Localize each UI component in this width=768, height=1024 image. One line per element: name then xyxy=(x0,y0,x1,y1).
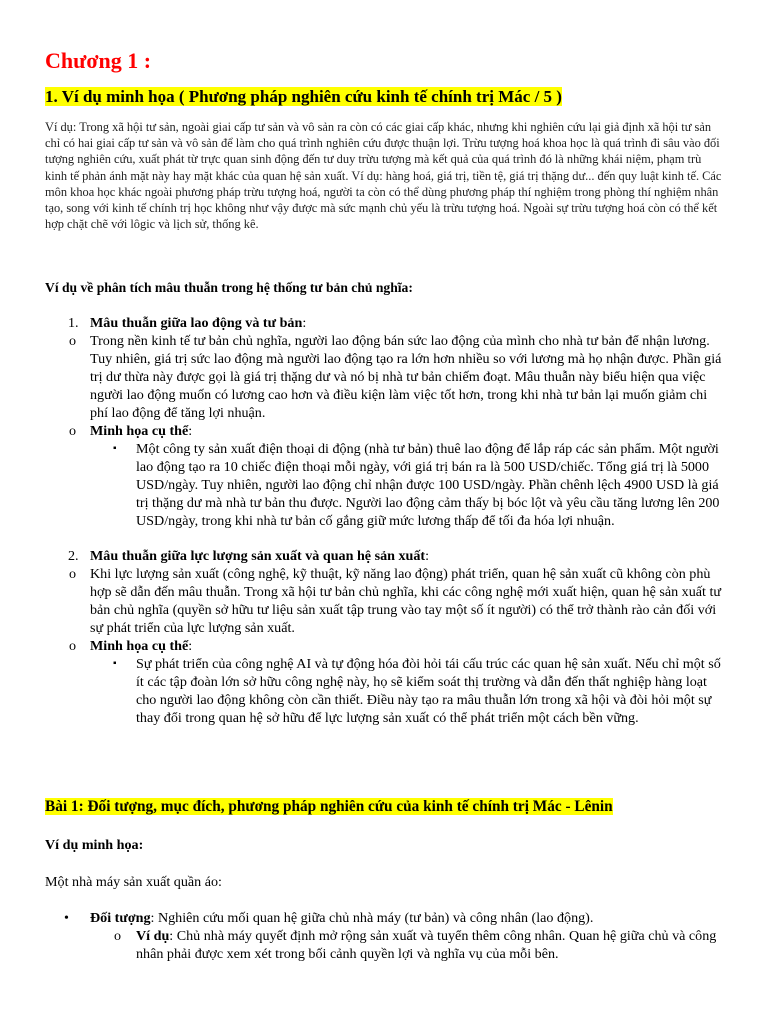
bullet-body: : Nghiên cứu mối quan hệ giữa chủ nhà máy (tư bản) và công nhân (lao động). xyxy=(150,910,594,926)
item-title xyxy=(90,314,306,332)
bullet-label: Đối tượng xyxy=(90,910,151,926)
chapter-title: Chương 1 : xyxy=(45,48,152,73)
intro-paragraph: Ví dụ: Trong xã hội tư sản, ngoài giai cấp tư sản và vô sản ra còn có các giai cấp khác, nhưng khi nghiên cứu lại giả định xã hội tư sản chỉ có hai giai cấp tư sản và vô sản để làm cho quá trình nghiên cứu được thuận lợi. Trừu tượng hoá khoa học là quá trình đi sâu vào đối tượng nghiên cứu, xuất phát từ trực quan sinh động đến tư duy trừu tượng mà kết quả của quá trình đó là những khái niệm, phạm trù kinh tế phản ánh mặt này hay mặt khác của quan hệ sản xuất. Ví dụ: hàng hoá, giá trị, tiền tệ, giá trị thặng dư... đến quy luật kinh tế. Các môn khoa học khác ngoài phương pháp trừu tượng hoá, người ta còn có thể dùng phương pháp thí nghiệm trong phòng thí nghiệm nhân tạo, song với kinh tế chính trị học không như vậy được mà sức mạnh chủ yếu là trừu tượng hoá. Ngoài sự trừu tượng hoá còn có thể kết hợp chặt chẽ với lôgic và lịch sử, thống kê. xyxy=(45,120,722,232)
example-text: Sự phát triển của công nghệ AI và tự động hóa đòi hỏi tái cấu trúc các quan hệ sản xuất. Nếu chỉ một số ít các tập đoàn lớn sở hữu công nghệ này, họ sẽ kiểm soát thị trường và dẫn đến thất nghiệp hàng loạt cho người lao động không còn cần thiết. Điều này tạo ra mâu thuẫn lớn trong xã hội và đòi hỏi một sự thay đổi trong quan hệ sở hữu để lực lượng sản xuất có thể phát triển một cách bền vững. xyxy=(136,656,721,726)
description-text: Khi lực lượng sản xuất (công nghệ, kỹ thuật, kỹ năng lao động) phát triển, quan hệ sản xuất cũ không còn phù hợp sẽ dẫn đến mâu thuẫn. Trong xã hội tư bản chủ nghĩa, khi các công nghệ mới xuất hiện, quan hệ sản xuất tư bản chủ nghĩa (quyền sở hữu tư liệu sản xuất tập trung vào tay một số ít người) có thể trở thành rào cản đối với sự phát triển của lực lượng sản xuất. xyxy=(90,566,721,636)
example-heading: Ví dụ minh họa: xyxy=(45,837,144,853)
example-text: Một công ty sản xuất điện thoại di động (nhà tư bản) thuê lao động để lắp ráp các sản phẩm. Một người lao động tạo ra 10 chiếc điện thoại mỗi ngày, với giá trị bán ra là 500 USD/chiếc. Tổng giá trị là 5000 USD/ngày. Tuy nhiên, người lao động chỉ nhận được 100 USD/ngày. Phần chênh lệch 4900 USD là giá trị thặng dư mà nhà tư bản thu được. Người lao động cảm thấy bị bóc lột và yêu cầu tăng lương lên 200 USD/ngày, trong khi nhà tư bản cố gắng giữ mức lương thấp để tối đa hóa lợi nhuận. xyxy=(136,441,720,529)
round-bullet-icon: • xyxy=(64,910,69,926)
item-1-example xyxy=(113,440,725,548)
sub-bullet-text xyxy=(136,927,725,963)
circle-bullet-icon: o xyxy=(114,928,122,944)
item-2-example xyxy=(113,655,725,745)
circle-bullet-icon: o xyxy=(69,423,77,439)
item-title-text: Mâu thuẫn giữa lao động và tư bản xyxy=(90,315,303,331)
example-label-colon: : xyxy=(188,423,193,439)
example-label-colon: : xyxy=(188,638,193,654)
sub-bullet-label: Ví dụ xyxy=(136,928,170,944)
item-2-description xyxy=(69,565,725,637)
item-title xyxy=(90,547,429,565)
example-label xyxy=(90,422,725,440)
square-bullet-icon: ▪ xyxy=(113,658,117,669)
item-1-description xyxy=(69,332,725,422)
lesson-heading-text: Bài 1: Đối tượng, mục đích, phương pháp nghiên cứu của kinh tế chính trị Mác - Lênin xyxy=(45,798,613,815)
circle-bullet-icon: o xyxy=(69,638,77,654)
item-title-colon: : xyxy=(425,548,430,564)
section-heading xyxy=(45,86,562,108)
description-text: Trong nền kinh tế tư bản chủ nghĩa, người lao động bán sức lao động của mình cho nhà tư bản để nhận lương. Tuy nhiên, giá trị sức lao động mà người lao động tạo ra lớn hơn nhiều so với lương mà họ nhận được. Phần giá trị dư thừa này được gọi là giá trị thặng dư và nó bị nhà tư bản chiếm đoạt. Mâu thuẫn này biểu hiện qua việc người lao động muốn có lương cao hơn và điều kiện làm việc tốt hơn, trong khi nhà tư bản lại muốn giảm chi phí lao động để tăng lợi nhuận. xyxy=(90,333,722,421)
item-title-colon: : xyxy=(302,315,307,331)
square-bullet-icon: ▪ xyxy=(113,443,117,454)
item-number: 1. xyxy=(68,315,79,331)
sub-bullet-body: : Chủ nhà máy quyết định mở rộng sản xuất và tuyển thêm công nhân. Quan hệ giữa chủ và công nhân phải được xem xét trong bối cảnh quyền lợi và nghĩa vụ của mỗi bên. xyxy=(136,928,717,962)
numbered-item-2 xyxy=(45,547,725,565)
item-number: 2. xyxy=(68,548,79,564)
example-label-text: Minh họa cụ thể xyxy=(90,638,189,654)
circle-bullet-icon: o xyxy=(69,566,77,582)
example-label xyxy=(90,637,725,655)
bullet-doi-tuong-example xyxy=(114,927,725,963)
section-heading-text: 1. Ví dụ minh họa ( Phương pháp nghiên cứu kinh tế chính trị Mác / 5 ) xyxy=(45,87,562,106)
lesson-heading xyxy=(45,797,613,817)
example-label-text: Minh họa cụ thể xyxy=(90,423,189,439)
numbered-item-1 xyxy=(45,314,725,332)
bullet-text xyxy=(90,909,593,927)
item-1-example-label xyxy=(69,422,725,440)
item-2-example-label xyxy=(69,637,725,655)
contradiction-heading: Ví dụ về phân tích mâu thuẫn trong hệ thống tư bản chủ nghĩa: xyxy=(45,280,413,295)
item-title-text: Mâu thuẫn giữa lực lượng sản xuất và quan hệ sản xuất xyxy=(90,548,426,564)
factory-line: Một nhà máy sản xuất quần áo: xyxy=(45,874,222,890)
bullet-doi-tuong xyxy=(45,909,725,927)
circle-bullet-icon: o xyxy=(69,333,77,349)
